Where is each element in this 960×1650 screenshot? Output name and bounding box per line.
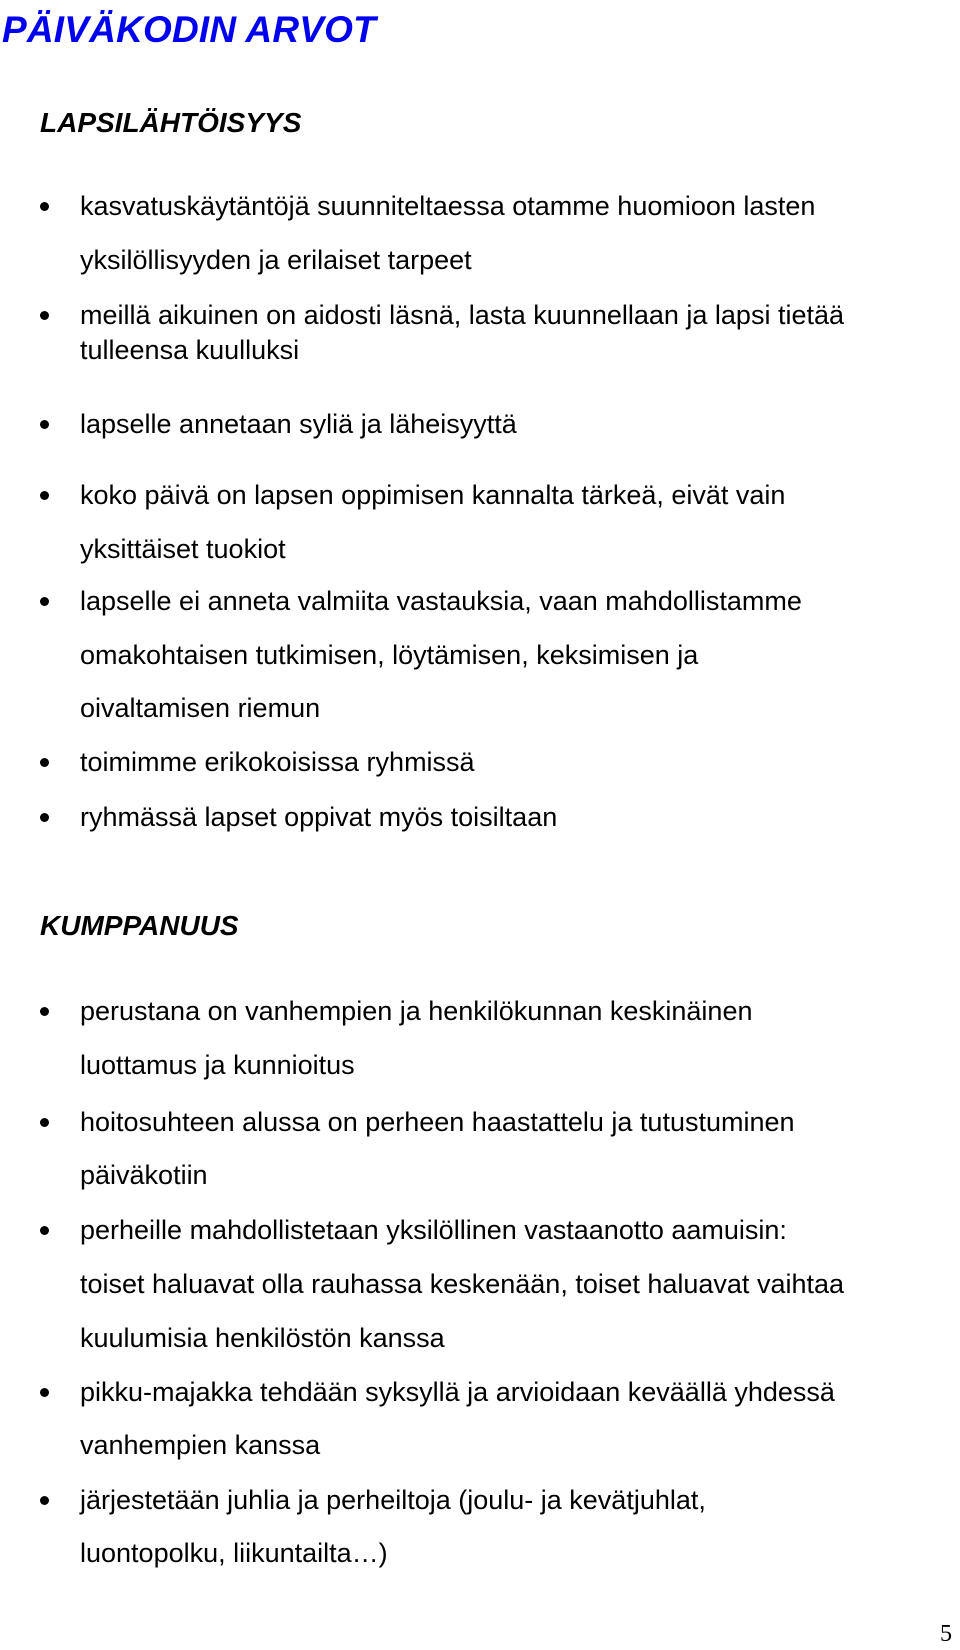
page-title: PÄIVÄKODIN ARVOT: [2, 9, 376, 50]
bullet-icon: [40, 597, 49, 606]
section-heading-kumppanuus: KUMPPANUUS: [40, 910, 239, 941]
bullet-icon: [40, 1226, 49, 1235]
list-item-text-line: perheille mahdollistetaan yksilöllinen vastaanotto aamuisin:: [80, 1215, 787, 1245]
page-number: 5: [940, 1621, 952, 1647]
bullet-icon: [40, 813, 49, 822]
list-item-text-line: omakohtaisen tutkimisen, löytämisen, keksimisen ja: [80, 640, 699, 670]
section-heading-lapsilahtoisyys: LAPSILÄHTÖISYYS: [40, 107, 302, 138]
bullet-icon: [40, 1388, 49, 1397]
list-item-text-line: vanhempien kanssa: [80, 1430, 321, 1460]
list-item-text-line: hoitosuhteen alussa on perheen haastattelu ja tutustuminen: [80, 1107, 795, 1137]
list-item-text-line: päiväkotiin: [80, 1160, 208, 1190]
list-item-text-line: luottamus ja kunnioitus: [80, 1050, 355, 1080]
list-item-text-line: tulleensa kuulluksi: [80, 335, 300, 365]
list-item-text-line: toimimme erikokoisissa ryhmissä: [80, 747, 475, 777]
bullet-icon: [40, 1007, 49, 1016]
bullet-icon: [40, 1496, 49, 1505]
list-item-text-line: lapselle annetaan syliä ja läheisyyttä: [80, 409, 517, 439]
list-item-text-line: kuulumisia henkilöstön kanssa: [80, 1323, 445, 1353]
list-item-text-line: oivaltamisen riemun: [80, 693, 321, 723]
list-item-text-line: luontopolku, liikuntailta…): [80, 1538, 388, 1568]
list-item-text-line: koko päivä on lapsen oppimisen kannalta tärkeä, eivät vain: [80, 480, 786, 510]
list-item-text-line: pikku-majakka tehdään syksyllä ja arvioidaan keväällä yhdessä: [80, 1377, 835, 1407]
bullet-icon: [40, 420, 49, 429]
bullet-icon: [40, 1118, 49, 1127]
bullet-icon: [40, 202, 49, 211]
list-item-text-line: perustana on vanhempien ja henkilökunnan keskinäinen: [80, 996, 753, 1026]
list-item-text-line: järjestetään juhlia ja perheiltoja (joulu- ja kevätjuhlat,: [80, 1485, 706, 1515]
bullet-icon: [40, 758, 49, 767]
list-item-text-line: ryhmässä lapset oppivat myös toisiltaan: [80, 802, 558, 832]
bullet-icon: [40, 491, 49, 500]
list-item-text-line: lapselle ei anneta valmiita vastauksia, vaan mahdollistamme: [80, 586, 802, 616]
list-item-text-line: yksittäiset tuokiot: [80, 534, 286, 564]
list-item-text-line: toiset haluavat olla rauhassa keskenään, toiset haluavat vaihtaa: [80, 1269, 845, 1299]
list-item-text-line: meillä aikuinen on aidosti läsnä, lasta kuunnellaan ja lapsi tietää: [80, 300, 844, 330]
bullet-icon: [40, 311, 49, 320]
list-item-text-line: yksilöllisyyden ja erilaiset tarpeet: [80, 245, 472, 275]
list-item-text-line: kasvatuskäytäntöjä suunniteltaessa otamme huomioon lasten: [80, 191, 816, 221]
